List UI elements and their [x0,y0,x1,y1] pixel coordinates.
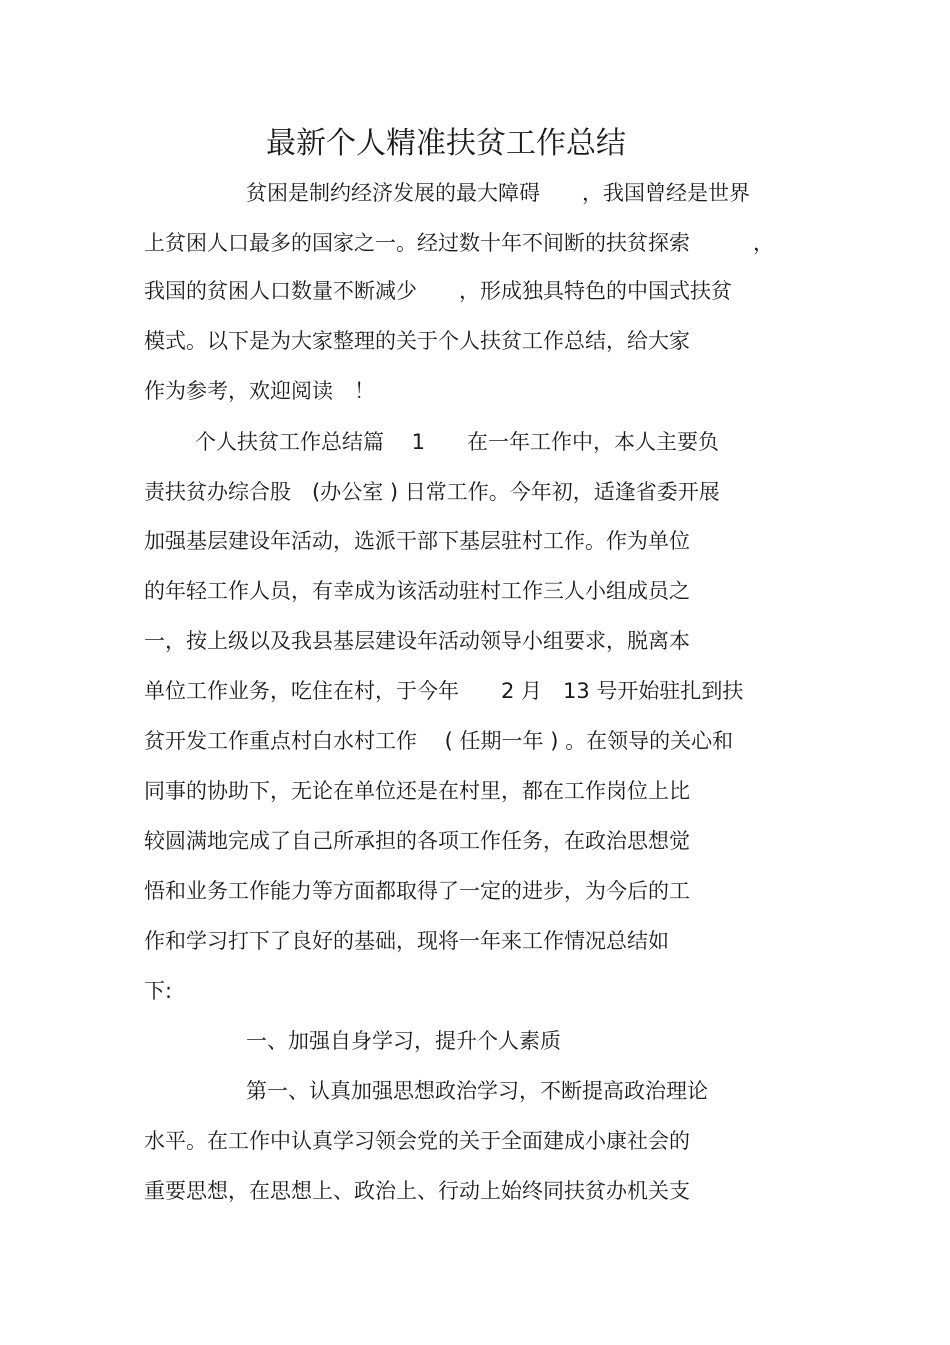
paragraph-line: 模式。以下是为大家整理的关于个人扶贫工作总结，给大家 [144,329,690,353]
paragraph-line: 我国的贫困人口数量不断减少 ，形成独具特色的中国式扶贫 [144,279,732,303]
paragraph-line: 较圆满地完成了自己所承担的各项工作任务，在政治思想觉 [144,829,690,853]
paragraph-line: 重要思想，在思想上、政治上、行动上始终同扶贫办机关支 [144,1179,690,1203]
paragraph-line: 贫困是制约经济发展的最大障碍 ，我国曾经是世界 [246,181,750,205]
paragraph-line: 贫开发工作重点村白水村工作 ( 任期一年 ) 。在领导的关心和 [144,729,734,753]
paragraph-line: 个人扶贫工作总结篇 1 在一年工作中，本人主要负 [195,430,720,454]
document-title: 最新个人精准扶贫工作总结 [266,126,626,161]
paragraph-line: 责扶贫办综合股 (办公室 ) 日常工作。今年初，适逢省委开展 [144,480,720,504]
paragraph-line: 的年轻工作人员，有幸成为该活动驻村工作三人小组成员之 [144,579,690,603]
paragraph-line: 水平。在工作中认真学习领会党的关于全面建成小康社会的 [144,1129,690,1153]
paragraph-line: 同事的协助下，无论在单位还是在村里，都在工作岗位上比 [144,779,690,803]
section-heading: 一、加强自身学习，提升个人素质 [246,1029,561,1053]
paragraph-line: 下: [144,979,173,1003]
paragraph-line: 单位工作业务，吃住在村，于今年 2 月 13 号开始驻扎到扶 [144,679,744,703]
paragraph-line: 加强基层建设年活动，选派干部下基层驻村工作。作为单位 [144,529,690,553]
paragraph-line: 第一、认真加强思想政治学习，不断提高政治理论 [246,1079,708,1103]
paragraph-line: 作和学习打下了良好的基础，现将一年来工作情况总结如 [144,929,669,953]
paragraph-line: 悟和业务工作能力等方面都取得了一定的进步，为今后的工 [144,879,690,903]
paragraph-line: 上贫困人口最多的国家之一。经过数十年不间断的扶贫探索 ， [144,231,774,255]
paragraph-line: 一，按上级以及我县基层建设年活动领导小组要求，脱离本 [144,629,690,653]
paragraph-line: 作为参考，欢迎阅读 ！ [144,379,375,403]
